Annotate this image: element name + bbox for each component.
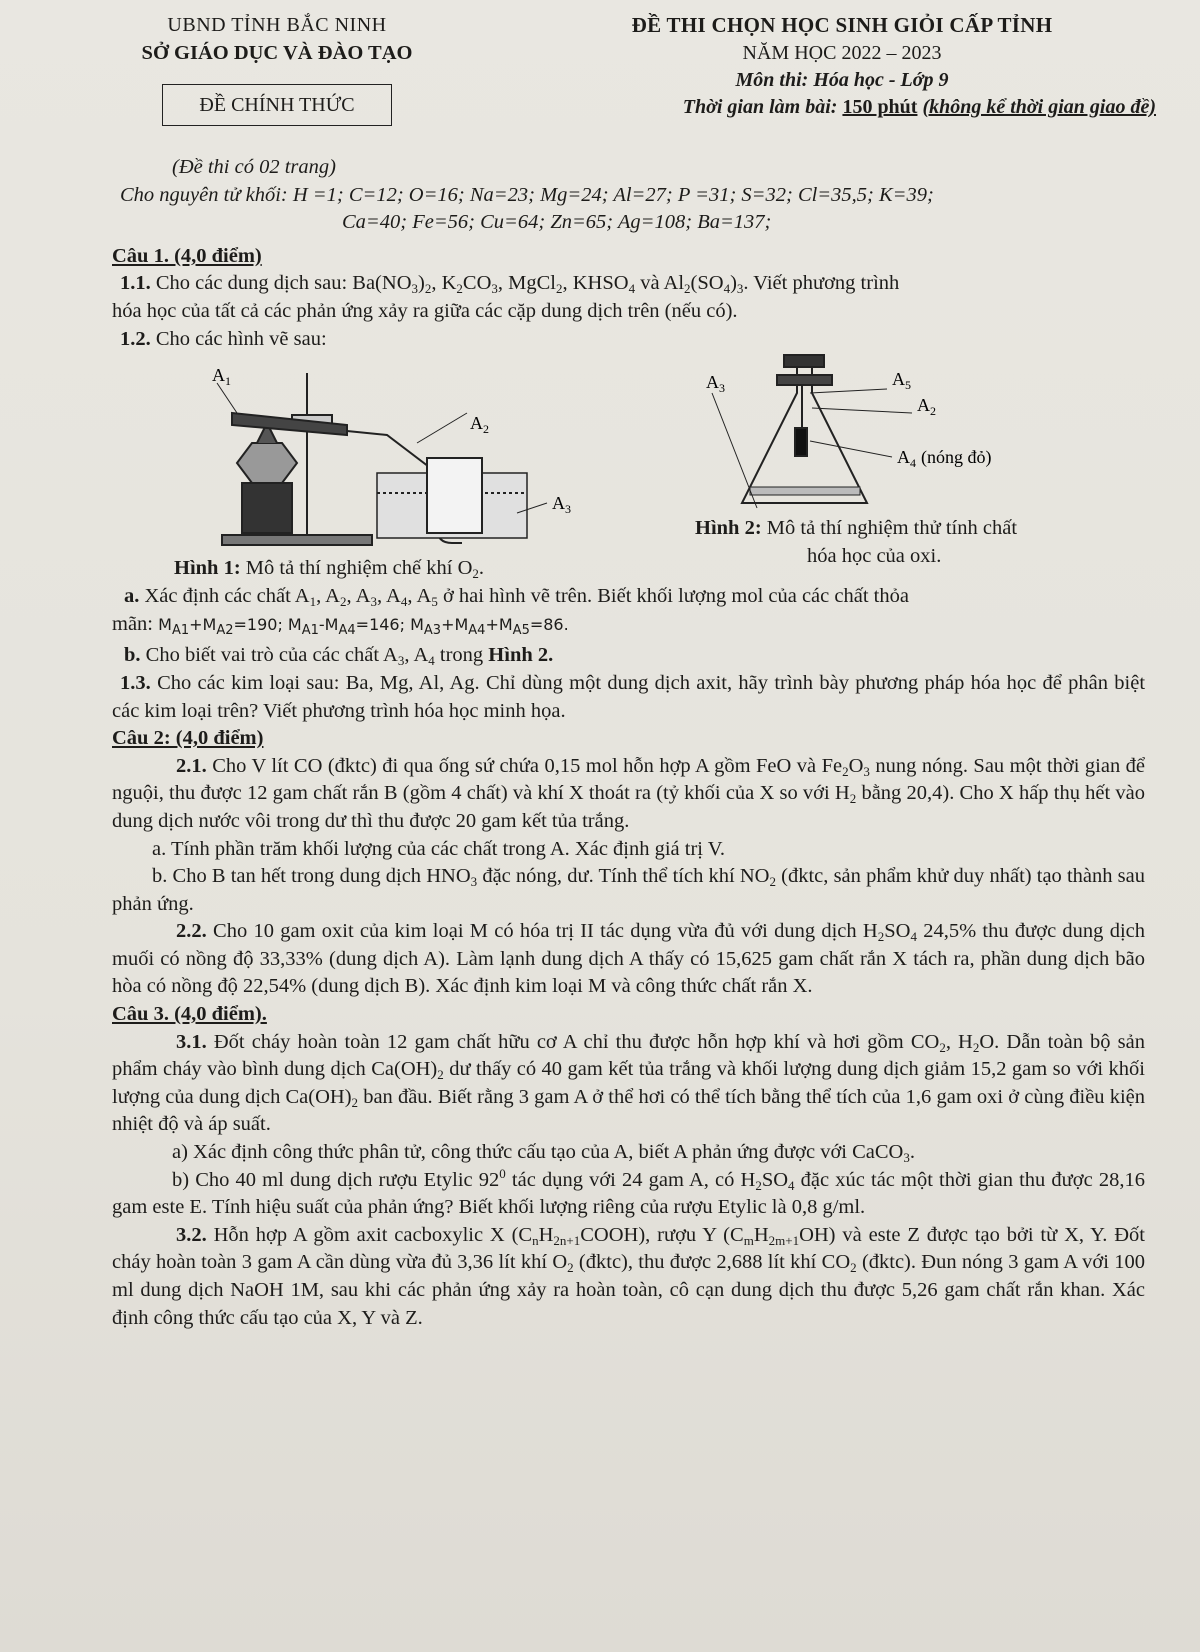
q1-2a-text: a. Xác định các chất $A_1$, $A_2$, $A_3$, $A_4$, $A_5$ ở hai hình vẽ trên. Biết khối lượng mol của các chất thỏa bbox=[124, 585, 909, 610]
school-year: NĂM HỌC 2022 – 2023 bbox=[742, 42, 942, 64]
province-name: UBND TỈNH BẮC NINH bbox=[167, 14, 387, 36]
q1-title: Câu 1. (4,0 điểm) bbox=[112, 244, 262, 267]
q2-title: Câu 2: (4,0 điểm) bbox=[112, 727, 264, 750]
fig2-caption-1: Hình 2: Mô tả thí nghiệm thử tính chất bbox=[695, 517, 1018, 540]
q3-1a-text: a) Xác định công thức phân tử, công thức cấu tạo của A, biết A phản ứng được với CaCO$_3$. bbox=[172, 1141, 915, 1166]
time-line: Thời gian làm bài: 150 phút (không kể thời gian giao đề) bbox=[682, 96, 1156, 118]
q2-2-text: 2.2. Cho 10 gam oxit của kim loại M có hóa trị II tác dụng vừa đủ với dung dịch $H_2SO_4$ 24,5% thu được dung dịch muối có nồng độ 33,33% (dung dịch A). Làm lạnh dung dịch A thấy có 15,625 gam chất rắn X tách ra, phần dung dịch bão hòa có nồng độ 22,54% (dung dịch B). Xác định kim loại M và công thức chất rắn X. bbox=[112, 920, 1145, 998]
q3-1-text: 3.1. Đốt cháy hoàn toàn 12 gam chất hữu cơ A chỉ thu được hỗn hợp khí và hơi gồm $CO_2$, $H_2O$. Dẫn toàn bộ sản phẩm cháy vào bình dung dịch $Ca(OH)_2$ dư thấy có 40 gam kết tủa trắng và khối lượng dung dịch giảm 15,2 gam so với khối lượng của dung dịch $Ca(OH)_2$ ban đầu. Biết rằng 3 gam A ở thể hơi có thể tích bằng thể tích của 1,6 gam oxi ở cùng điều kiện nhiệt độ và áp suất. bbox=[112, 1030, 1146, 1136]
exam-title: ĐỀ THI CHỌN HỌC SINH GIỎI CẤP TỈNH bbox=[631, 13, 1053, 37]
fig2-label-a4: $A_4$ (nóng đỏ) bbox=[897, 447, 992, 471]
q3-title: Câu 3. (4,0 điểm). bbox=[112, 1003, 267, 1026]
q3-2-text: 3.2. Hỗn hợp A gồm axit cacboxylic X $(C_nH_{2n+1}COOH)$, rượu Y $(C_mH_{2m+1}OH)$ và este Z được tạo bởi từ X, Y. Đốt cháy hoàn toàn 3 gam A cần dùng vừa đủ 3,36 lít khí $O_2$ (đktc), thu được 2,688 lít khí $CO_2$ (đktc). Đun nóng 3 gam A với 100 ml dung dịch NaOH 1M, sau khi các phản ứng xảy ra hoàn toàn, cô cạn dung dịch thu được 5,26 gam chất rắn khan. Xác định công thức cấu tạo của X, Y và Z. bbox=[112, 1223, 1145, 1329]
fig2-caption-2: hóa học của oxi. bbox=[807, 545, 942, 568]
fig1-caption: Hình 1: Mô tả thí nghiệm chế khí $O_2$. bbox=[174, 557, 485, 582]
q1-1-text-cont: hóa học của tất cả các phản ứng xảy ra giữa các cặp dung dịch trên (nếu có). bbox=[112, 299, 738, 322]
header-left bbox=[112, 12, 442, 126]
q2-1a-text: a. Tính phần trăm khối lượng của các chất trong A. Xác định giá trị V. bbox=[152, 837, 726, 860]
atomic-masses-1: Cho nguyên tử khối: H =1; C=12; O=16; Na=23; Mg=24; Al=27; P =31; S=32; Cl=35,5; K=39; bbox=[120, 183, 934, 206]
q3-1b-text: b) Cho 40 ml dung dịch rượu Etylic $92^0$ tác dụng với 24 gam A, có $H_2SO_4$ đặc xúc tác một thời gian thu được 28,16 gam este E. Tính hiệu suất của phản ứng? Biết khối lượng riêng của rượu Etylic là 0,8 g/ml. bbox=[112, 1165, 1145, 1219]
fig1-label-a3: $A_3$ bbox=[552, 493, 571, 517]
official-stamp-box: ĐỀ CHÍNH THỨC bbox=[162, 84, 392, 126]
figures-area bbox=[112, 353, 1145, 582]
q1-2b-text: b. Cho biết vai trò của các chất $A_3$, $A_4$ trong Hình 2. bbox=[124, 644, 554, 669]
subject-line: Môn thi: Hóa học - Lớp 9 bbox=[735, 69, 949, 91]
figure-2-flask bbox=[702, 353, 1022, 528]
q1-3-text: 1.3. Cho các kim loại sau: Ba, Mg, Al, Ag. Chỉ dùng một dung dịch axit, hãy trình bày phương pháp hóa học để phân biệt các kim loại trên? Viết phương trình hóa học minh họa. bbox=[112, 671, 1146, 722]
fig2-label-a3: $A_3$ bbox=[706, 372, 725, 396]
fig1-label-a1: $A_1$ bbox=[212, 365, 231, 389]
q2-1-text: 2.1. Cho V lít CO (đktc) đi qua ống sứ chứa 0,15 mol hỗn hợp A gồm FeO và $Fe_2O_3$ nung nóng. Sau một thời gian để nguội, thu được 12 gam chất rắn B (gồm 4 chất) và khí X thoát ra (tỷ khối của X so với $H_2$ bằng 20,4). Cho X hấp thụ hết vào dung dịch nước vôi trong dư thì thu được 20 gam kết tủa trắng. bbox=[112, 754, 1146, 832]
header-right bbox=[522, 12, 1162, 122]
q2-1b-text: b. Cho B tan hết trong dung dịch $HNO_3$ đặc nóng, dư. Tính thể tích khí $NO_2$ (đktc, sản phẩm khử duy nhất) tạo thành sau phản ứng. bbox=[112, 865, 1146, 915]
fig2-label-a5: $A_5$ bbox=[892, 369, 911, 393]
fig1-label-a2: $A_2$ bbox=[470, 413, 489, 437]
department-name: SỞ GIÁO DỤC VÀ ĐÀO TẠO bbox=[141, 42, 413, 64]
pages-note: (Đề thi có 02 trang) bbox=[172, 156, 336, 178]
q1-2a-text-cont: mãn: $M_{A1}+M_{A2}=190$; $M_{A1}-M_{A4}=146$; $M_{A3}+M_{A4}+M_{A5}=86$. bbox=[112, 612, 569, 638]
q1-1-text: 1.1. Cho các dung dịch sau: $Ba(NO_3)_2$, $K_2CO_3$, MgCl$_2$, $KHSO_4$ và $Al_2(SO_4)_3$. Viết phương trình bbox=[120, 272, 900, 297]
figure-1-apparatus bbox=[212, 363, 592, 563]
fig2-label-a2: $A_2$ bbox=[917, 395, 936, 419]
exam-header bbox=[112, 12, 1156, 150]
q1-2-text: 1.2. Cho các hình vẽ sau: bbox=[120, 327, 327, 350]
atomic-masses-2: Ca=40; Fe=56; Cu=64; Zn=65; Ag=108; Ba=137; bbox=[342, 211, 772, 234]
